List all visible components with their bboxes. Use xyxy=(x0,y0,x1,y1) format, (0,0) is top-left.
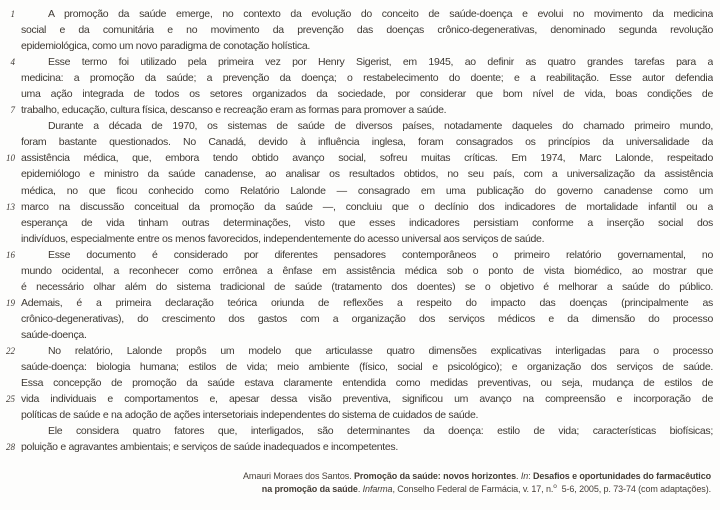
text-line xyxy=(4,375,713,391)
line-number: 28 xyxy=(6,442,15,453)
line-number: 7 xyxy=(10,105,15,116)
line-number xyxy=(4,311,15,327)
line-text: trabalho, educação, cultura física, descanso e recreação eram as formas para promover a saúde. xyxy=(21,104,447,117)
line-text: Esse documento é considerado por diferentes pensadores contemporâneos o primeiro relatório governamental, no xyxy=(48,248,713,261)
text-line xyxy=(4,311,713,327)
citation-segment: Amauri Moraes dos Santos. xyxy=(243,471,354,482)
text-line xyxy=(4,70,713,86)
text-line xyxy=(4,295,713,311)
line-text: é necessário olhar além do sistema tradicional de saúde (tratamento dos doentes) se o objetivo é melhorar a saúde do público. xyxy=(21,280,713,293)
line-text: poluição e agravantes ambientais; e serviços de saúde inadequados e incompetentes. xyxy=(21,441,398,454)
line-number: 22 xyxy=(6,345,15,356)
citation-segment: In xyxy=(520,471,529,482)
line-text: No relatório, Lalonde propôs um modelo que articulasse quatro dimensões explicativas interligadas para o processo xyxy=(48,344,713,357)
line-number xyxy=(4,279,15,295)
line-text: A promoção da saúde emerge, no contexto da evolução do conceito de saúde-doença e evolui no movimento da medicina xyxy=(48,8,713,20)
line-text: assistência médica, que, embora tendo obtido avanço social, sofreu muitas críticas. Em 1974, Marc Lalonde, respeitado xyxy=(21,152,713,165)
citation-segment: . xyxy=(516,471,521,482)
line-number xyxy=(4,166,15,182)
text-line xyxy=(4,391,713,407)
text-line xyxy=(4,231,713,247)
text-line xyxy=(4,359,713,375)
text-line xyxy=(4,279,713,295)
line-text: Durante a década de 1970, os sistemas de saúde de diversos países, notadamente daqueles do chamado primeiro mundo, xyxy=(48,120,713,133)
line-text: médica, no que ficou conhecido como Relatório Lalonde — consagrado em uma publicação do governo canadense como um xyxy=(21,184,713,197)
line-text: saúde-doença: biologia humana; estilos de vida; meio ambiente (físico, social e psicológico); e organização dos serviços de saúde. xyxy=(21,361,713,374)
line-number xyxy=(4,231,15,247)
line-number: 25 xyxy=(6,394,15,405)
line-text: foram bastante questionados. No Canadá, devido à influência inglesa, foram consagrados os princípios da universalidade da xyxy=(21,136,713,149)
line-number xyxy=(4,134,15,150)
line-number xyxy=(4,86,15,102)
line-text: uma ação integrada de todos os setores organizados da sociedade, por considerar que bom nível de vida, boas condições de xyxy=(21,88,713,101)
line-number xyxy=(4,22,15,38)
text-line xyxy=(4,22,713,38)
citation-line xyxy=(4,470,711,483)
line-text: Ele considera quatro fatores que, interligados, são determinantes da doença: estilo de vida; características biofísicas; xyxy=(48,425,713,438)
text-line xyxy=(4,38,713,54)
line-number xyxy=(4,38,15,54)
citation-segment: , Conselho Federal de Farmácia, v. 17, n. xyxy=(392,484,554,495)
line-number xyxy=(4,375,15,391)
text-line xyxy=(4,343,713,359)
line-number xyxy=(4,118,15,134)
line-text: Ademais, é a primeira declaração teórica oriunda de reflexões a respeito do impacto das doenças (principalmente as xyxy=(21,296,713,309)
citation-segment: Infarma xyxy=(362,484,393,495)
line-text: vida individuais e comportamentos e, apesar dessa visão preventiva, significou um avanço na compreensão e incorporação de xyxy=(21,393,713,406)
text-line xyxy=(4,423,713,439)
line-number: 1 xyxy=(10,9,15,19)
line-text: Essa concepção de promoção da saúde estava claramente entendida como medidas preventivas, ou seja, mudança de estilos de xyxy=(21,377,713,390)
line-number: 4 xyxy=(10,57,15,68)
line-text: crônico-degenerativas), do crescimento dos gastos com a organização dos serviços médicos e da dimensão do processo xyxy=(21,312,713,325)
text-line xyxy=(4,134,713,150)
text-line xyxy=(4,327,713,343)
citation-segment: Desafios e oportunidades do farmacêutico xyxy=(532,471,711,482)
citation-segment: . xyxy=(357,484,363,495)
text-line xyxy=(4,439,713,455)
citation-segment: na promoção da saúde xyxy=(261,484,358,495)
line-text: Esse termo foi utilizado pela primeira vez por Henry Sigerist, em 1945, ao definir as quatro grandes tarefas para a xyxy=(48,56,713,69)
line-text: medicina: a promoção da saúde; a prevenção da doença; o restabelecimento do doente; e a reabilitação. Esse autor defendia xyxy=(21,72,713,85)
citation-segment: o xyxy=(553,483,557,491)
line-number xyxy=(4,407,15,423)
line-number: 19 xyxy=(6,297,15,308)
text-line xyxy=(4,166,713,182)
line-number xyxy=(4,423,15,439)
passage-lines xyxy=(4,6,713,455)
line-number xyxy=(4,183,15,199)
line-text: epidemiológica, como um novo paradigma de conotação holística. xyxy=(21,40,310,53)
citation xyxy=(4,470,713,496)
citation-segment: : xyxy=(528,471,533,482)
line-text: social e da comunitária e no movimento da prevenção das doenças crônico-degenerativas, denominado segunda revolução xyxy=(21,24,713,37)
line-number xyxy=(4,263,15,279)
line-number xyxy=(4,70,15,86)
text-line xyxy=(4,150,713,166)
text-line xyxy=(4,102,713,118)
text-line xyxy=(4,407,713,423)
line-text: mundo ocidental, a reconhecer como errônea a ênfase em assistência médica sob o ponto de vista biomédico, ao mostrar que xyxy=(21,264,713,277)
line-text: políticas de saúde e na adoção de ações intersetoriais independentes do sistema de cuidados de saúde. xyxy=(21,409,479,422)
text-line xyxy=(4,199,713,215)
citation-segment: 5-6, 2005, p. 73-74 (com adaptações). xyxy=(556,484,711,495)
line-text: marco na discussão conceitual da promoção da saúde —, concluiu que o declínio dos indicadores de mortalidade infantil ou a xyxy=(21,200,713,213)
citation-segment: Promoção da saúde: novos horizontes xyxy=(353,471,517,482)
line-text: esperança de vida tinham outras determinações, visto que esses indicadores persistiam conforme a inserção social dos xyxy=(21,216,713,229)
line-text: indivíduos, especialmente entre os menos favorecidos, independentemente do acesso universal aos serviços de saúde. xyxy=(21,232,545,245)
text-line xyxy=(4,118,713,134)
line-number: 16 xyxy=(6,249,15,260)
text-line xyxy=(4,263,713,279)
text-line xyxy=(4,183,713,199)
line-number xyxy=(4,215,15,231)
text-line xyxy=(4,247,713,263)
text-line xyxy=(4,6,713,22)
citation-line xyxy=(4,483,711,496)
text-line xyxy=(4,86,713,102)
text-line xyxy=(4,215,713,231)
line-number xyxy=(4,359,15,375)
line-text: saúde-doença. xyxy=(21,328,87,341)
line-number: 13 xyxy=(6,201,15,212)
line-text: epidemiólogo e ministro da saúde canadense, ao analisar os resultados obtidos, no seu país, com a universalização da assistência xyxy=(21,168,713,181)
line-number xyxy=(4,327,15,343)
line-number: 10 xyxy=(6,153,15,164)
text-line xyxy=(4,54,713,70)
